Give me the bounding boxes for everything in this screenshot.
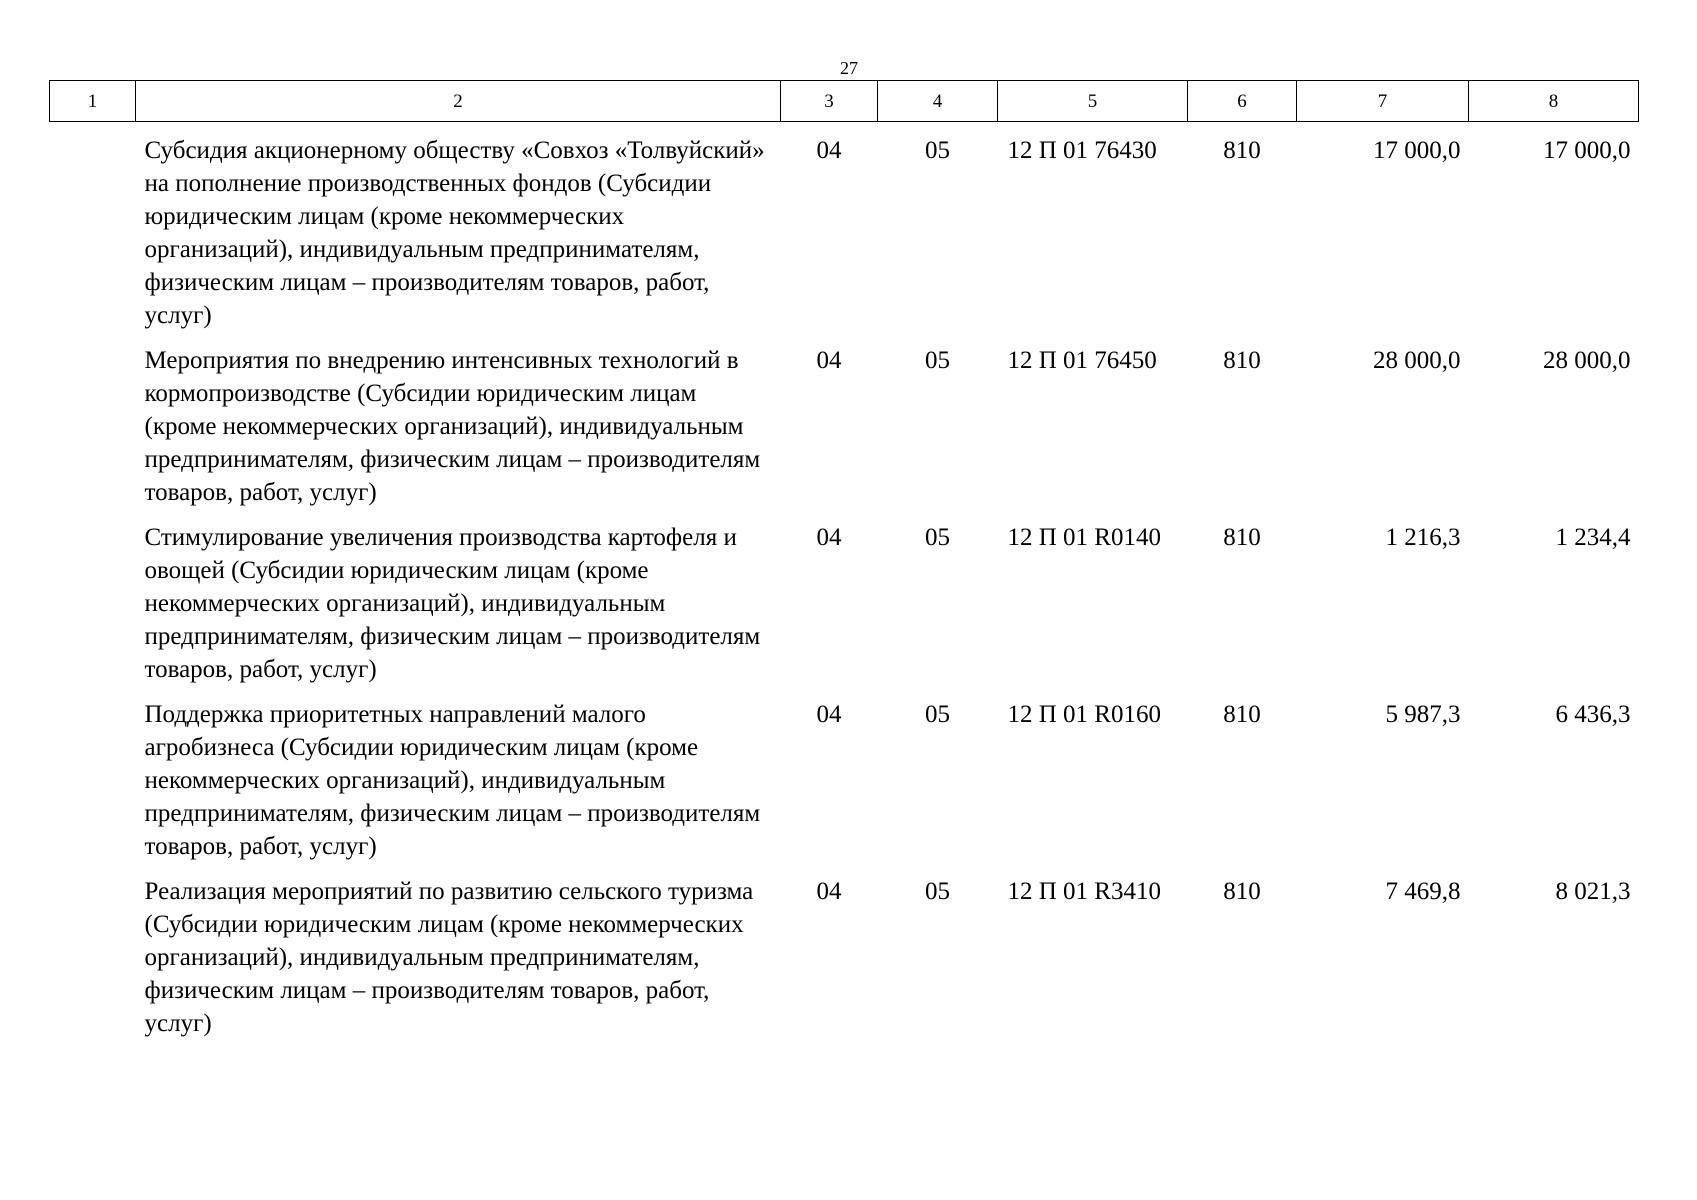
amount-year-1: 5 987,3: [1385, 701, 1461, 728]
amount-year-2: 1 234,4: [1555, 524, 1631, 551]
column-header-7: 7: [1297, 81, 1469, 122]
target-article-code: 12 П 01 R0160: [1007, 701, 1161, 728]
table-header: [50, 81, 1639, 122]
amount-year-2: 28 000,0: [1543, 347, 1631, 374]
section-code: 04: [816, 137, 842, 164]
row-index-cell: [50, 521, 136, 698]
target-article-code: 12 П 01 R0140: [1007, 524, 1161, 551]
section-code: 04: [816, 524, 842, 551]
table-body: [50, 122, 1639, 1053]
expense-type-code: 810: [1223, 137, 1261, 164]
table-row: [50, 698, 1639, 875]
page-number: 27: [840, 58, 858, 78]
column-header-2: 2: [136, 81, 781, 122]
target-article-code: 12 П 01 76450: [1007, 347, 1157, 374]
amount-year-2: 6 436,3: [1555, 701, 1631, 728]
table-row: [50, 344, 1639, 521]
header-row: [50, 81, 1639, 122]
expense-name: Поддержка приоритетных направлений малого агробизнеса (Субсидии юридическим лицам (кроме некоммерческих организаций), индивидуальным предпринимателям, физическим лицам – производителям товаров, работ, услуг): [144, 701, 761, 860]
amount-year-1: 17 000,0: [1373, 137, 1461, 164]
amount-year-1: 28 000,0: [1373, 347, 1461, 374]
subsection-code: 05: [925, 137, 950, 164]
section-code: 04: [816, 701, 842, 728]
table-row: [50, 122, 1639, 345]
expense-type-code: 810: [1223, 347, 1261, 374]
row-index-cell: [50, 344, 136, 521]
expense-type-code: 810: [1223, 701, 1261, 728]
amount-year-1: 7 469,8: [1385, 878, 1461, 905]
expense-name: Мероприятия по внедрению интенсивных технологий в кормопроизводстве (Субсидии юридическим лицам (кроме некоммерческих организаций), индивидуальным предпринимателям, физическим лицам – производителям товаров, работ, услуг): [144, 347, 761, 506]
column-header-1: 1: [50, 81, 136, 122]
section-code: 04: [816, 347, 842, 374]
expense-type-code: 810: [1223, 524, 1261, 551]
budget-table: [49, 80, 1639, 1052]
expense-name: Субсидия акционерному обществу «Совхоз «Толвуйский» на пополнение производственных фондов (Субсидии юридическим лицам (кроме некоммерческих организаций), индивидуальным предпринимателям, физическим лицам – производителям товаров, работ, услуг): [144, 137, 765, 329]
amount-year-1: 1 216,3: [1385, 524, 1461, 551]
table-row: [50, 875, 1639, 1052]
expense-name: Реализация мероприятий по развитию сельского туризма (Субсидии юридическим лицам (кроме некоммерческих организаций), индивидуальным предпринимателям, физическим лицам – производителям товаров, работ, услуг): [144, 878, 754, 1037]
subsection-code: 05: [925, 878, 950, 905]
expense-name: Стимулирование увеличения производства картофеля и овощей (Субсидии юридическим лицам (кроме некоммерческих организаций), индивидуальным предпринимателям, физическим лицам – производителям товаров, работ, услуг): [144, 524, 761, 683]
column-header-6: 6: [1188, 81, 1297, 122]
amount-year-2: 17 000,0: [1543, 137, 1631, 164]
column-header-3: 3: [781, 81, 878, 122]
column-header-8: 8: [1469, 81, 1639, 122]
target-article-code: 12 П 01 R3410: [1007, 878, 1161, 905]
column-header-4: 4: [878, 81, 998, 122]
row-index-cell: [50, 698, 136, 875]
table-row: [50, 521, 1639, 698]
row-index-cell: [50, 122, 136, 345]
expense-type-code: 810: [1223, 878, 1261, 905]
amount-year-2: 8 021,3: [1555, 878, 1631, 905]
row-index-cell: [50, 875, 136, 1052]
column-header-5: 5: [998, 81, 1188, 122]
subsection-code: 05: [925, 524, 950, 551]
subsection-code: 05: [925, 347, 950, 374]
subsection-code: 05: [925, 701, 950, 728]
section-code: 04: [816, 878, 842, 905]
target-article-code: 12 П 01 76430: [1007, 137, 1157, 164]
